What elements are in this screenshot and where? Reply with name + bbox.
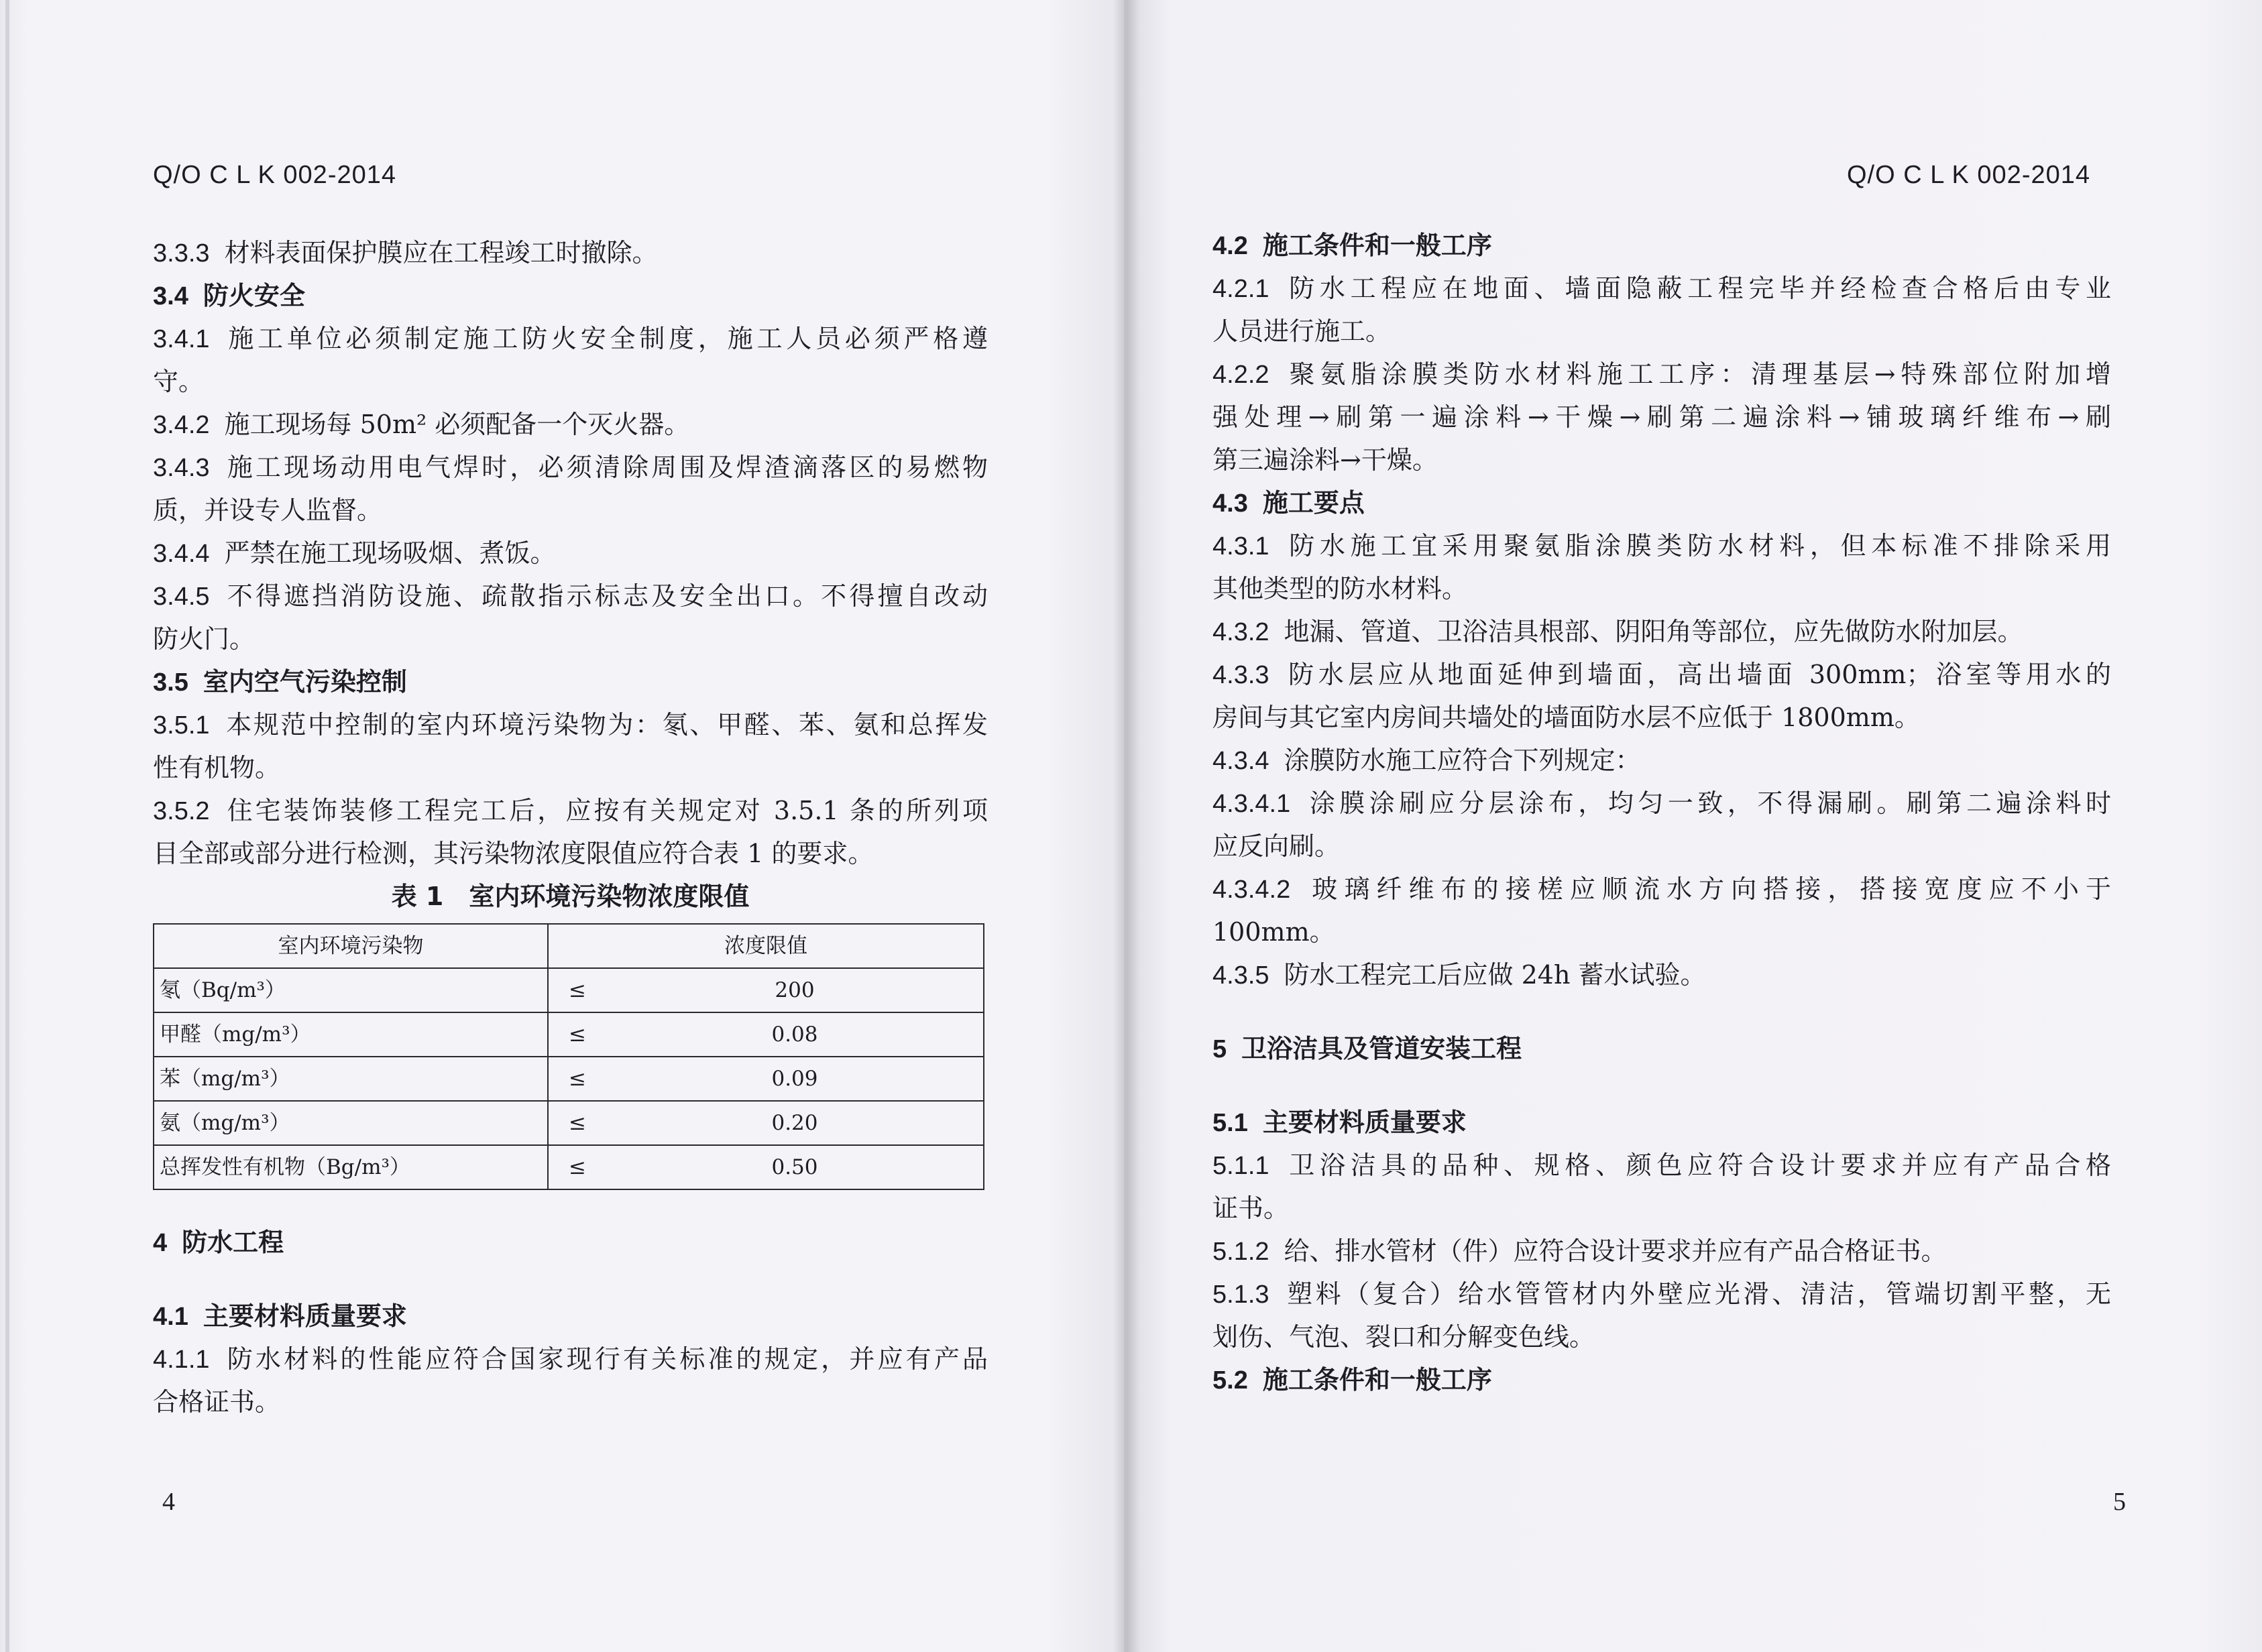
section-heading	[1212, 1358, 2111, 1401]
clause-paragraph	[153, 703, 988, 746]
clause-number: 3.5.2	[153, 797, 210, 825]
clause-text: 防火安全	[203, 281, 305, 310]
clause-text: 施工单位必须制定施工防火安全制度，施工人员必须严格遵	[224, 324, 988, 353]
clause-number: 4.3.4.2	[1212, 876, 1291, 904]
paragraph-continuation	[153, 489, 988, 532]
clause-number: 4.3.2	[1212, 618, 1269, 646]
clause-text: 防水工程完工后应做 24h 蓄水试验。	[1284, 960, 1706, 990]
page-edge	[5, 0, 9, 1652]
spacer	[1212, 1070, 2111, 1101]
clause-paragraph	[153, 446, 988, 489]
clause-text: 主要材料质量要求	[203, 1301, 407, 1331]
operator-cell: ≤	[548, 968, 606, 1012]
section-heading	[1212, 1027, 2111, 1070]
clause-text: 应反向刷。	[1212, 831, 1341, 861]
clause-text: 严禁在施工现场吸烟、煮饭。	[224, 538, 556, 568]
clause-text: 卫浴洁具的品种、规格、颜色应符合设计要求并应有产品合格	[1284, 1150, 2111, 1180]
clause-number: 4	[153, 1229, 168, 1257]
clause-number: 4.2	[1212, 232, 1248, 260]
clause-text: 守。	[153, 367, 205, 396]
section-heading	[1212, 481, 2111, 524]
column-header: 浓度限值	[548, 924, 984, 968]
pollutant-limits-table	[153, 923, 984, 1190]
spacer	[1212, 996, 2111, 1027]
table-row	[154, 1101, 984, 1145]
clause-number: 5.1.1	[1212, 1152, 1269, 1180]
page-header: Q/O C L K 002-2014	[153, 161, 397, 189]
page-header: Q/O C L K 002-2014	[1847, 161, 2091, 189]
clause-text: 主要材料质量要求	[1262, 1108, 1467, 1137]
clause-text: 涂膜涂刷应分层涂布，均匀一致，不得漏刷。刷第二遍涂料时	[1305, 788, 2111, 818]
right-page	[1124, 0, 2262, 1652]
clause-text: 施工要点	[1262, 488, 1365, 518]
clause-number: 3.5	[153, 668, 188, 697]
clause-number: 5.2	[1212, 1366, 1248, 1395]
section-heading	[153, 660, 988, 703]
clause-text: 玻璃纤维布的接槎应顺流水方向搭接，搭接宽度应不小于	[1305, 874, 2111, 904]
clause-paragraph	[1212, 1144, 2111, 1187]
page-number: 5	[2113, 1488, 2126, 1516]
clause-text: 房间与其它室内房间共墙处的墙面防水层不应低于 1800mm。	[1212, 703, 1920, 732]
clause-number: 4.2.1	[1212, 275, 1269, 303]
section-heading	[1212, 1101, 2111, 1144]
table-row	[154, 1145, 984, 1189]
clause-text: 质，并设专人监督。	[153, 495, 383, 525]
clause-number: 4.3.4.1	[1212, 790, 1291, 818]
clause-text: 施工现场每 50m² 必须配备一个灭火器。	[224, 410, 690, 439]
clause-text: 防水施工宜采用聚氨脂涂膜类防水材料，但本标准不排除采用	[1284, 531, 2111, 560]
table-row	[154, 1057, 984, 1101]
clause-text: 住宅装饰装修工程完工后，应按有关规定对 3.5.1 条的所列项	[224, 796, 988, 825]
paragraph-continuation	[1212, 567, 2111, 610]
clause-text: 性有机物。	[153, 753, 281, 782]
clause-paragraph	[1212, 1230, 2111, 1273]
clause-text: 证书。	[1212, 1193, 1290, 1223]
limit-value-cell: 0.20	[606, 1101, 984, 1145]
left-page-body	[153, 231, 988, 1423]
clause-number: 5.1.3	[1212, 1281, 1269, 1309]
clause-paragraph	[153, 575, 988, 617]
paragraph-continuation	[1212, 696, 2111, 739]
clause-number: 3.4	[153, 282, 188, 310]
paragraph-continuation	[153, 360, 988, 403]
clause-number: 4.3.4	[1212, 747, 1269, 775]
clause-text: 第三遍涂料→干燥。	[1212, 445, 1438, 475]
clause-paragraph	[1212, 267, 2111, 310]
operator-cell: ≤	[548, 1012, 606, 1057]
clause-paragraph	[153, 789, 988, 832]
clause-paragraph	[153, 1338, 988, 1380]
clause-number: 5.1	[1212, 1109, 1248, 1137]
clause-number: 4.3.3	[1212, 661, 1269, 689]
clause-text: 防水工程应在地面、墙面隐蔽工程完毕并经检查合格后由专业	[1284, 274, 2111, 303]
clause-number: 3.5.1	[153, 711, 210, 740]
clause-text: 目全部或部分进行检测，其污染物浓度限值应符合表 1 的要求。	[153, 839, 874, 868]
pollutant-name-cell: 氡（Bq/m³）	[154, 968, 548, 1012]
paragraph-continuation	[1212, 825, 2111, 868]
spacer	[153, 1264, 988, 1295]
paragraph-continuation	[1212, 310, 2111, 353]
clause-text: 不得遮挡消防设施、疏散指示标志及安全出口。不得擅自改动	[224, 581, 988, 611]
clause-number: 4.3	[1212, 489, 1248, 518]
left-page	[0, 0, 1124, 1652]
clause-number: 3.3.3	[153, 239, 210, 268]
clause-paragraph	[153, 231, 988, 274]
pollutant-name-cell: 甲醛（mg/m³）	[154, 1012, 548, 1057]
clause-text: 塑料（复合）给水管管材内外壁应光滑、清洁，管端切割平整，无	[1284, 1279, 2111, 1309]
paragraph-continuation	[1212, 438, 2111, 481]
section-heading	[1212, 224, 2111, 267]
limit-value-cell: 0.50	[606, 1145, 984, 1189]
clause-text: 其他类型的防水材料。	[1212, 574, 1468, 603]
paragraph-continuation	[153, 1380, 988, 1423]
clause-text: 人员进行施工。	[1212, 316, 1392, 346]
clause-paragraph	[1212, 1273, 2111, 1315]
clause-number: 4.3.5	[1212, 961, 1269, 990]
clause-text: 本规范中控制的室内环境污染物为：氡、甲醛、苯、氨和总挥发	[224, 710, 988, 740]
operator-cell: ≤	[548, 1057, 606, 1101]
paragraph-continuation	[1212, 396, 2111, 438]
operator-cell: ≤	[548, 1101, 606, 1145]
clause-text: 100mm。	[1212, 917, 1335, 947]
table-row	[154, 968, 984, 1012]
clause-text: 材料表面保护膜应在工程竣工时撤除。	[224, 238, 658, 268]
clause-paragraph	[1212, 782, 2111, 825]
clause-number: 4.3.1	[1212, 532, 1269, 560]
clause-number: 3.4.2	[153, 411, 210, 439]
clause-text: 施工现场动用电气焊时，必须清除周围及焊渣滴落区的易燃物	[224, 453, 988, 482]
clause-text: 防水材料的性能应符合国家现行有关标准的规定，并应有产品	[224, 1344, 988, 1374]
clause-number: 5	[1212, 1035, 1227, 1063]
table-caption: 表 1 室内环境污染物浓度限值	[391, 882, 750, 911]
limit-value-cell: 200	[606, 968, 984, 1012]
clause-text: 地漏、管道、卫浴洁具根部、阴阳角等部位，应先做防水附加层。	[1284, 617, 2023, 646]
clause-number: 4.2.2	[1212, 361, 1269, 389]
clause-text: 给、排水管材（件）应符合设计要求并应有产品合格证书。	[1284, 1236, 1947, 1266]
section-heading	[153, 274, 988, 317]
right-page-body	[1212, 224, 2111, 1401]
clause-paragraph	[153, 317, 988, 360]
page-number: 4	[162, 1488, 175, 1516]
limit-value-cell: 0.08	[606, 1012, 984, 1057]
clause-number: 4.1	[153, 1303, 188, 1331]
clause-paragraph	[1212, 653, 2111, 696]
section-heading	[153, 1221, 988, 1264]
pollutant-name-cell: 总挥发性有机物（Bg/m³）	[154, 1145, 548, 1189]
section-heading	[153, 1295, 988, 1338]
operator-cell: ≤	[548, 1145, 606, 1189]
clause-text: 施工条件和一般工序	[1262, 231, 1492, 260]
clause-paragraph	[1212, 953, 2111, 996]
clause-number: 3.4.1	[153, 325, 210, 353]
clause-paragraph	[1212, 524, 2111, 567]
limit-value-cell: 0.09	[606, 1057, 984, 1101]
paragraph-continuation	[1212, 1187, 2111, 1230]
paragraph-continuation	[153, 617, 988, 660]
column-header: 室内环境污染物	[154, 924, 548, 968]
clause-number: 3.4.5	[153, 583, 210, 611]
clause-text: 施工条件和一般工序	[1262, 1365, 1492, 1395]
pollutant-name-cell: 氨（mg/m³）	[154, 1101, 548, 1145]
clause-text: 防水工程	[182, 1228, 284, 1257]
table-header-row	[154, 924, 984, 968]
paragraph-continuation	[1212, 910, 2111, 953]
clause-text: 防水层应从地面延伸到墙面，高出墙面 300mm；浴室等用水的	[1284, 660, 2111, 689]
clause-paragraph	[1212, 739, 2111, 782]
clause-text: 强处理→刷第一遍涂料→干燥→刷第二遍涂料→铺玻璃纤维布→刷	[1212, 402, 2111, 432]
clause-text: 涂膜防水施工应符合下列规定：	[1284, 746, 1641, 775]
clause-paragraph	[1212, 353, 2111, 396]
clause-number: 5.1.2	[1212, 1238, 1269, 1266]
clause-paragraph	[153, 532, 988, 575]
paragraph-continuation	[1212, 1315, 2111, 1358]
paragraph-continuation	[153, 832, 988, 875]
clause-text: 合格证书。	[153, 1387, 281, 1417]
table-row	[154, 1012, 984, 1057]
clause-number: 3.4.3	[153, 454, 210, 482]
clause-paragraph	[1212, 868, 2111, 910]
clause-number: 3.4.4	[153, 540, 210, 568]
clause-number: 4.1.1	[153, 1346, 210, 1374]
spacer	[153, 1190, 988, 1221]
clause-text: 聚氨脂涂膜类防水材料施工工序：清理基层→特殊部位附加增	[1284, 359, 2111, 389]
pollutant-name-cell: 苯（mg/m³）	[154, 1057, 548, 1101]
clause-text: 防火门。	[153, 624, 256, 654]
clause-text: 室内空气污染控制	[203, 667, 407, 697]
paragraph-continuation	[153, 746, 988, 789]
clause-text: 划伤、气泡、裂口和分解变色线。	[1212, 1322, 1595, 1352]
clause-text: 卫浴洁具及管道安装工程	[1241, 1034, 1522, 1063]
clause-paragraph	[1212, 610, 2111, 653]
clause-paragraph	[153, 403, 988, 446]
gutter-shadow	[1113, 0, 1140, 1652]
